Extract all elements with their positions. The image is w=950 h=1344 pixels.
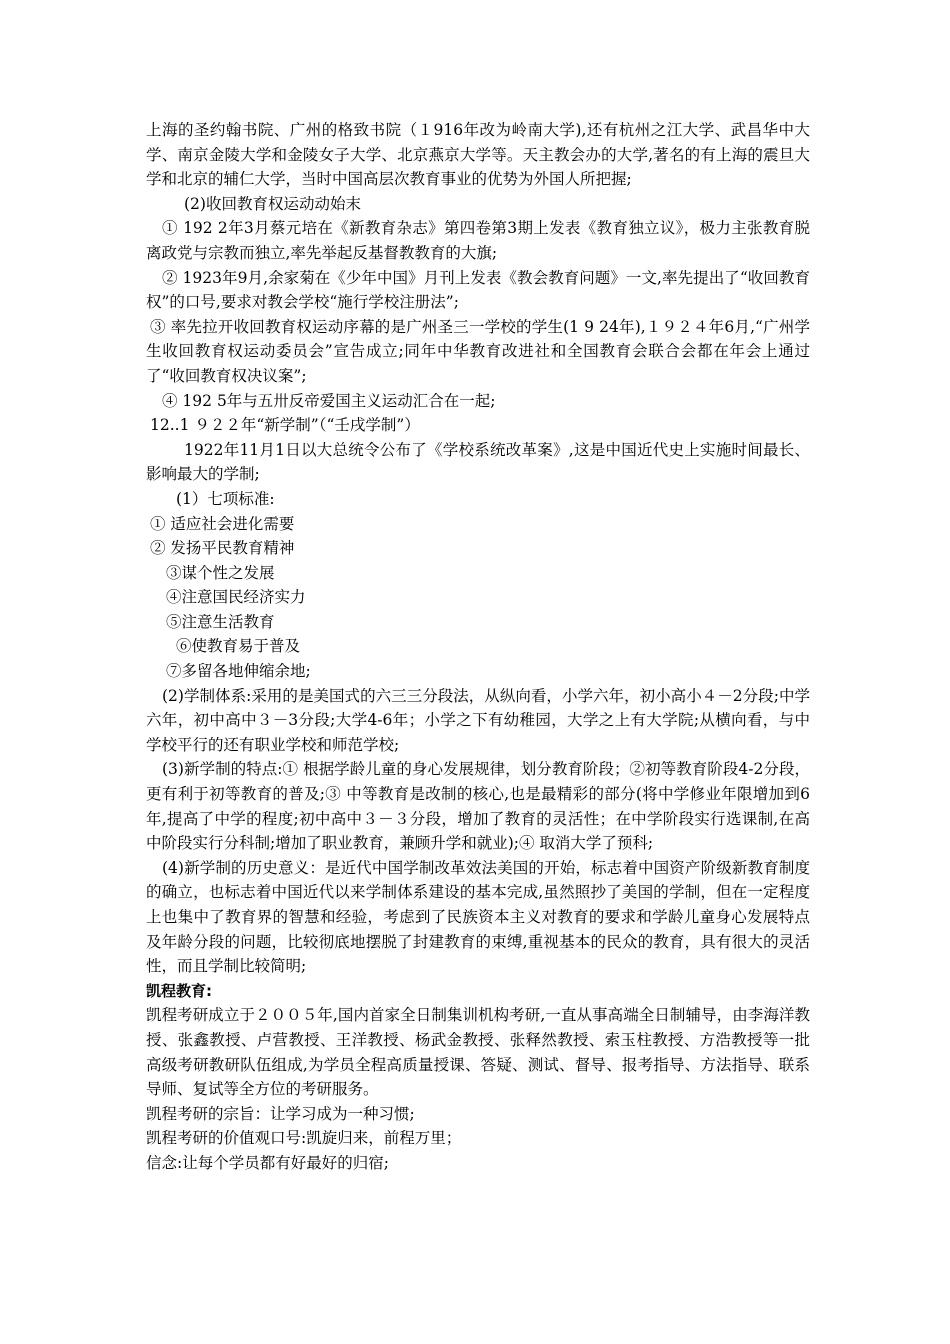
heading-education-rights-movement: (2)收回教育权运动动始末 <box>184 194 361 213</box>
standard-item-2: ② 发扬平民教育精神 <box>150 539 295 558</box>
list-item-3: ③ 率先拉开收回教育权运动序幕的是广州圣三一学校的学生(1 9 24年),１９２４年6月,“广州学生收回教育权运动委员会”宣告成立;同年中华教育改进社和全国教育会联合会都在年会上通过了“收回教育权决议案”; <box>146 317 810 385</box>
standard-item-6: ⑥使教育易于普及 <box>176 637 301 656</box>
heading-seven-standards: (1）七项标准: <box>176 489 275 508</box>
section-heading-new-school-system: 12..1 ９２２年“新学制”（“壬戌学制”） <box>150 416 420 435</box>
standard-item-1: ① 适应社会进化需要 <box>150 514 295 533</box>
standard-item-3: ③谋个性之发展 <box>166 563 275 582</box>
paragraph-kaicheng-intro: 凯程考研成立于２００５年,国内首家全日制集训机构考研,一直从事高端全日制辅导，由李海洋教授、张鑫教授、卢营教授、王洋教授、杨武金教授、张释然教授、索玉柱教授、方浩教授等一批高级考研教研队伍组成,为学员全程高质量授课、答疑、测试、督导、报考指导、方法指导、联系导师、复试等全方位的考研服务。 <box>146 1006 810 1099</box>
standard-item-7: ⑦多留各地伸缩余地; <box>166 662 311 681</box>
list-item-1: ① 192 2年3月蔡元培在《新教育杂志》第四卷第3期上发表《教育独立议》，极力主张教育脱离政党与宗教而独立,率先举起反基督教教育的大旗; <box>146 219 810 262</box>
standard-item-5: ⑤注意生活教育 <box>166 612 275 631</box>
standard-item-4: ④注意国民经济实力 <box>166 588 306 607</box>
heading-kaicheng: 凯程教育: <box>146 981 212 1000</box>
paragraph-universities: 上海的圣约翰书院、广州的格致书院（１916年改为岭南大学),还有杭州之江大学、武昌华中大学、南京金陵大学和金陵女子大学、北京燕京大学等。天主教会办的大学,著名的有上海的震旦大学和北京的辅仁大学，当时中国高层次教育事业的优势为外国人所把握; <box>146 121 810 189</box>
paragraph-school-system-reform: 1922年11月1日以大总统令公布了《学校系统改革案》,这是中国近代史上实施时间最长、影响最大的学制; <box>146 440 810 484</box>
paragraph-kaicheng-belief: 信念:让每个学员都有好最好的归宿; <box>146 1153 389 1172</box>
list-item-2: ② 1923年9月,余家菊在《少年中国》月刊上发表《教会教育问题》一文,率先提出了“收回教育权”的口号,要求对教会学校“施行学校注册法”; <box>146 268 810 312</box>
document-page <box>146 118 810 1176</box>
paragraph-school-structure: (2)学制体系:采用的是美国式的六三三分段法，从纵向看，小学六年，初小高小４－2分段;中学六年，初中高中３－3分段;大学4-6年；小学之下有幼稚园，大学之上有大学院;从横向看，与中学校平行的还有职业学校和师范学校; <box>146 686 810 754</box>
list-item-4: ④ 192 5年与五卅反帝爱国主义运动汇合在一起; <box>162 391 496 410</box>
paragraph-features: (3)新学制的特点:① 根据学龄儿童的身心发展规律，划分教育阶段；②初等教育阶段4-2分段，更有利于初等教育的普及;③ 中等教育是改制的核心,也是最精彩的部分(将中学修业年限增加到6年,提高了中学的程度;初中高中３－３分段，增加了教育的灵活性；在中学阶段实行选课制,在高中阶段实行分科制;增加了职业教育，兼顾升学和就业);④ 取消大学了预科; <box>146 760 810 853</box>
paragraph-significance: (4)新学制的历史意义：是近代中国学制改革效法美国的开始，标志着中国资产阶级新教育制度的确立，也标志着中国近代以来学制体系建设的基本完成,虽然照抄了美国的学制，但在一定程度上也集中了教育界的智慧和经验，考虑到了民族资本主义对教育的要求和学龄儿童身心发展特点及年龄分段的问题，比较彻底地摆脱了封建教育的束缚,重视基本的民众的教育，具有很大的灵活性，而且学制比较简明; <box>146 858 810 976</box>
paragraph-kaicheng-slogan: 凯程考研的价值观口号:凯旋归来，前程万里； <box>146 1129 462 1148</box>
paragraph-kaicheng-purpose: 凯程考研的宗旨：让学习成为一种习惯; <box>146 1104 415 1123</box>
